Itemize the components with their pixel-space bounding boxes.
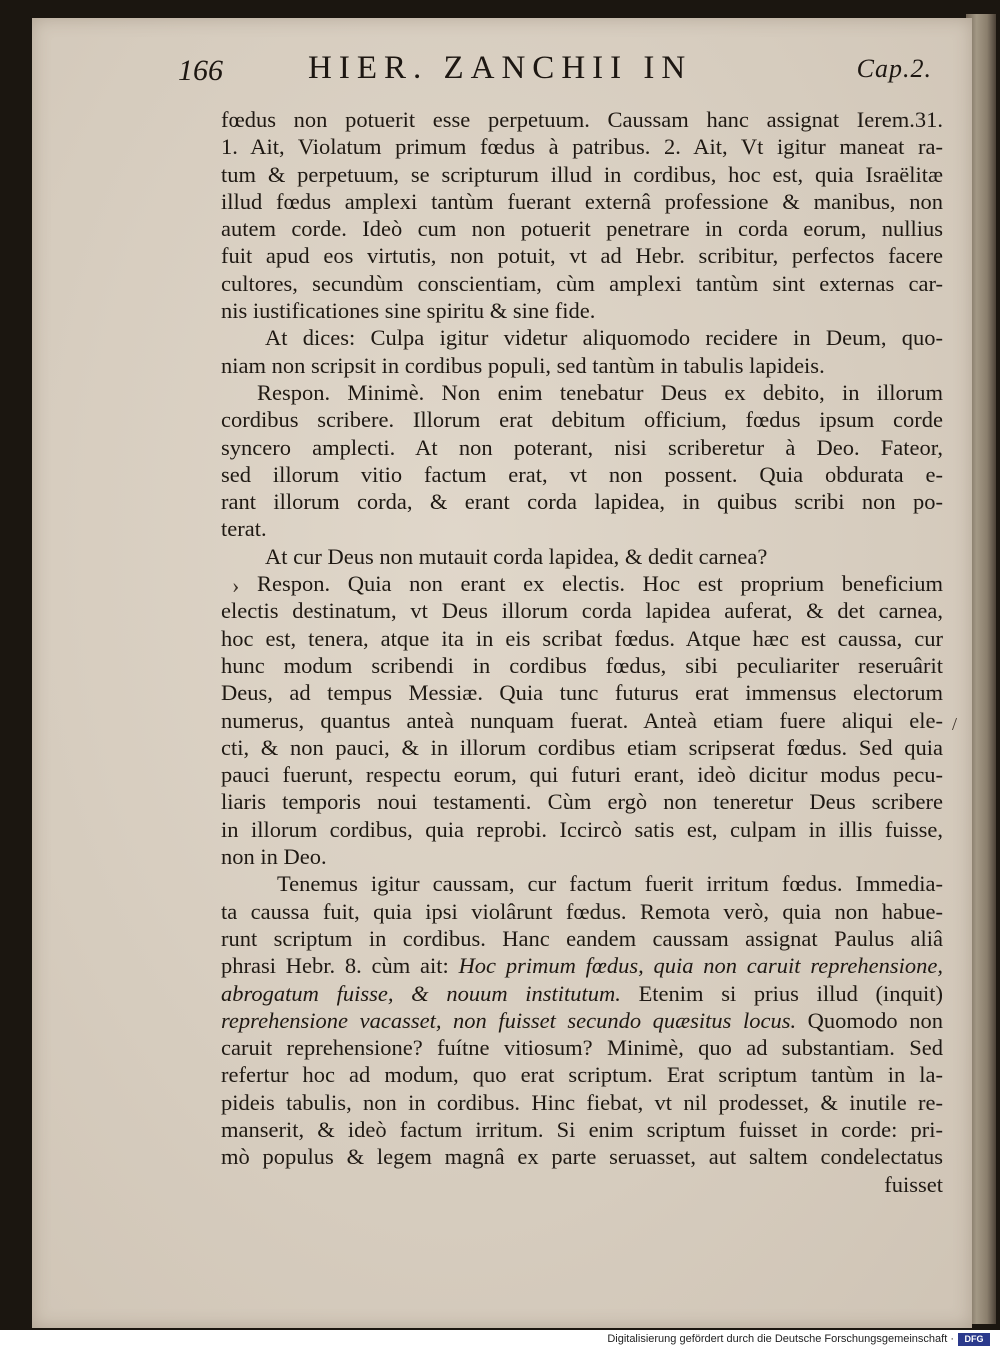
text-line: tum & perpetuum, se scripturum illud in cordibus, hoc est, quia Israëlitæ [221,161,943,187]
text-line: pauci fuerunt, respectu eorum, qui futuri erant, ideò dicitur modus pecu- [221,762,943,788]
text-line: hunc modum scribendi in cordibus fœdus, sibi peculiariter reseruârit [221,652,943,678]
margin-mark: › [232,573,240,598]
text-segment: Quomodo non [796,1007,943,1033]
text-line: syncero amplecti. At non poterant, nisi scriberetur à Deo. Fateor, [221,434,943,460]
text-segment: phrasi Hebr. 8. cùm ait: [221,953,459,979]
text-line: mò populus & legem magnâ ex parte seruasset, aut saltem condelectatus [221,1144,943,1170]
text-line: 1. Ait, Violatum primum fœdus à patribus. 2. Ait, Vt igitur maneat ra- [221,134,943,160]
text-line: manserit, & ideò factum irritum. Si enim scriptum fuisset in corde: pri- [221,1116,943,1142]
text-line: liaris temporis noui testamenti. Cùm ergò non teneretur Deus scribere [221,789,943,815]
text-line: Respon. Minimè. Non enim tenebatur Deus ex debito, in illorum [257,379,943,405]
text-line: rant illorum corda, & erant corda lapidea, in quibus scribi non po- [221,489,943,515]
page-number: 166 [178,54,223,87]
text-line: runt scriptum in cordibus. Hanc eandem caussam assignat Paulus aliâ [221,925,943,951]
text-line: refertur hoc ad modum, quo erat scriptum. Erat scriptum tantùm in la- [221,1062,943,1088]
footer-bar [0,1330,1000,1350]
running-title: HIER. ZANCHII IN [308,50,693,86]
text-line [221,952,943,979]
text-line [221,980,943,1007]
text-segment: Etenim si prius illud [620,980,858,1006]
text-line: nis iustificationes sine spiritu & sine fide. [221,298,596,324]
text-line: fœdus non potuerit esse perpetuum. Caussam hanc assignat Ierem.31. [221,107,943,132]
text-line: Deus, ad tempus Messiæ. Quia tunc futurus erat immensus electorum [221,680,943,706]
margin-mark: / [952,714,958,734]
scripture-quote: reprehensione vacasset, non fuisset secundo quæsitus locus. [221,1007,797,1033]
text-line: Respon. Quia non erant ex electis. Hoc est proprium beneficium [257,571,943,597]
text-line: autem corde. Ideò cum non potuerit penetrare in corda eorum, nullius [221,216,943,242]
text-line: niam non scripsit in cordibus populi, sed tantùm in tabulis lapideis. [221,352,825,378]
scripture-quote: abrogatum fuisse, & nouum institutum. [221,980,621,1006]
text-line: Tenemus igitur caussam, cur factum fuerit irritum fœdus. Immedia- [277,871,943,897]
text-line: non in Deo. [221,844,327,870]
chapter-label: Cap.2. [856,54,932,83]
text-line: ta caussa fuit, quia ipsi violârunt fœdus. Remota verò, quia non habue- [221,898,943,924]
catchword: fuisset [884,1171,943,1197]
scripture-quote: Hoc primum fœdus, quia non caruit reprehensione, [458,953,943,979]
text-line: fuit apud eos virtutis, non potuit, vt ad Hebr. scribitur, perfectos facere [221,243,943,269]
digitization-credit: Digitalisierung gefördert durch die Deutsche Forschungsgemeinschaft · [607,1333,954,1345]
dfg-logo: DFG [958,1333,990,1346]
text-line: cti, & non pauci, & in illorum cordibus etiam scripserat fœdus. Sed quia [221,734,943,760]
running-head [178,50,938,90]
body-text [221,106,943,1198]
text-segment: (inquit) [857,980,944,1006]
text-line: in illorum cordibus, quia reprobi. Iccircò satis est, culpam in illis fuisse, [221,816,943,842]
text-line: cordibus scribere. Illorum erat debitum officium, fœdus ipsum corde [221,407,943,433]
text-line: pideis tabulis, non in cordibus. Hinc fiebat, vt nil prodesset, & inutile re- [221,1089,943,1115]
text-line: At dices: Culpa igitur videtur aliquomodo recidere in Deum, quo- [265,325,943,351]
text-line: hoc est, tenera, atque ita in eis scribat fœdus. Atque hæc est caussa, cur [221,625,943,651]
text-line: At cur Deus non mutauit corda lapidea, & dedit carnea? [265,543,768,569]
text-line: illud fœdus amplexi tantùm fuerant externâ professione & manibus, non [221,188,943,214]
text-line: caruit reprehensione? fuítne vitiosum? Minimè, quo ad substantiam. Sed [221,1035,943,1061]
text-line: terat. [221,516,267,542]
text-line: numerus, quantus anteà nunquam fuerat. Anteà etiam fuere aliqui ele- [221,707,943,733]
text-line: electis destinatum, vt Deus illorum corda lapidea auferat, & det carnea, [221,598,943,624]
text-line [221,1007,943,1034]
text-line: cultores, secundùm conscientiam, cùm amplexi tantùm sint externas car- [221,270,943,296]
text-line: sed illorum vitio factum erat, vt non possent. Quia obdurata e- [221,461,943,487]
